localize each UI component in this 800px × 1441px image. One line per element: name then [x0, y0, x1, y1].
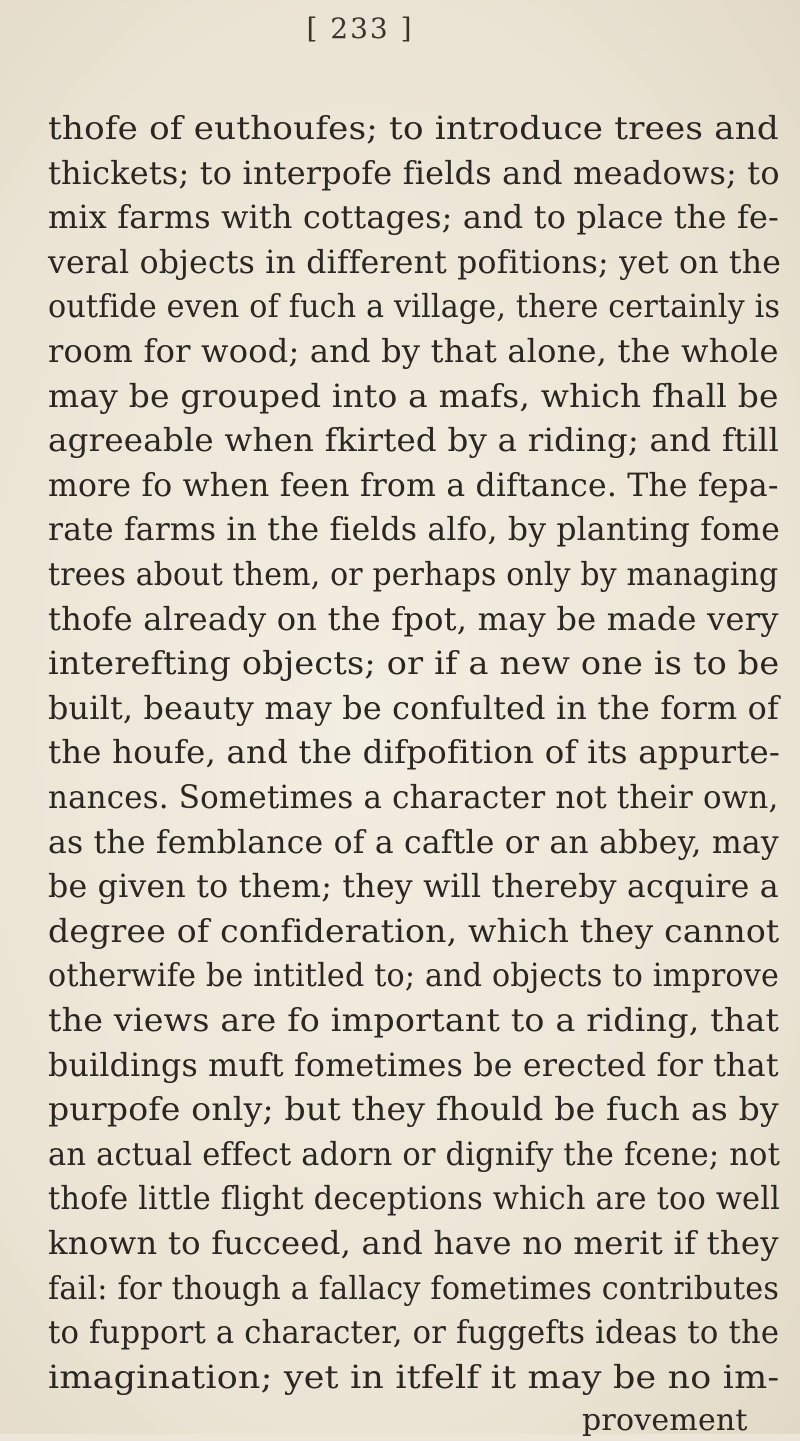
text-line: rate farms in the fields alfo, by planting fome	[48, 510, 780, 549]
text-line: trees about them, or perhaps only by managing	[48, 555, 779, 593]
page-number: [ 233 ]	[306, 12, 414, 45]
text-line: imagination; yet in itfelf it may be no im-	[48, 1357, 780, 1396]
text-line: to fupport a character, or fuggefts ideas to the	[48, 1313, 780, 1352]
text-line: degree of confideration, which they cannot	[48, 911, 780, 950]
text-line: interefting objects; or if a new one is to be	[48, 644, 780, 683]
text-line: otherwife be intitled to; and objects to improve	[48, 956, 780, 995]
text-line: may be grouped into a mafs, which fhall be	[48, 376, 779, 415]
text-line: thofe of euthoufes; to introduce trees and	[48, 109, 779, 147]
text-line: an actual effect adorn or dignify the fcene; not	[48, 1134, 781, 1173]
text-line: purpofe only; but they fhould be fuch as by	[48, 1090, 779, 1129]
text-line: as the femblance of a caftle or an abbey, may	[48, 822, 779, 861]
text-line: mix farms with cottages; and to place the fe-	[48, 198, 779, 237]
text-line: built, beauty may be confulted in the form of	[48, 688, 779, 727]
catchword: provement	[582, 1403, 748, 1439]
text-line: fail: for though a fallacy fometimes contributes	[48, 1268, 780, 1307]
text-line: room for wood; and by that alone, the whole	[48, 332, 779, 370]
text-line: thickets; to interpofe fields and meadows; to	[48, 153, 780, 192]
text-line: be given to them; they will thereby acquire a	[48, 867, 779, 906]
text-line: buildings muft fometimes be erected for that	[48, 1045, 779, 1084]
text-line: thofe already on the fpot, may be made very	[48, 599, 779, 638]
text-line: agreeable when fkirted by a riding; and ftill	[48, 421, 780, 460]
text-line: outfide even of fuch a village, there certainly is	[48, 287, 781, 326]
text-line: thofe little flight deceptions which are too well	[48, 1179, 781, 1218]
text-line: known to fucceed, and have no merit if they	[48, 1224, 779, 1262]
text-line: the houfe, and the difpofition of its appurte-	[48, 733, 781, 772]
text-line: veral objects in different pofitions; yet on the	[48, 242, 782, 281]
text-line: the views are fo important to a riding, that	[48, 1001, 780, 1039]
text-line: nances. Sometimes a character not their own,	[48, 778, 779, 816]
text-line: more fo when feen from a diftance. The fepa-	[48, 465, 779, 504]
